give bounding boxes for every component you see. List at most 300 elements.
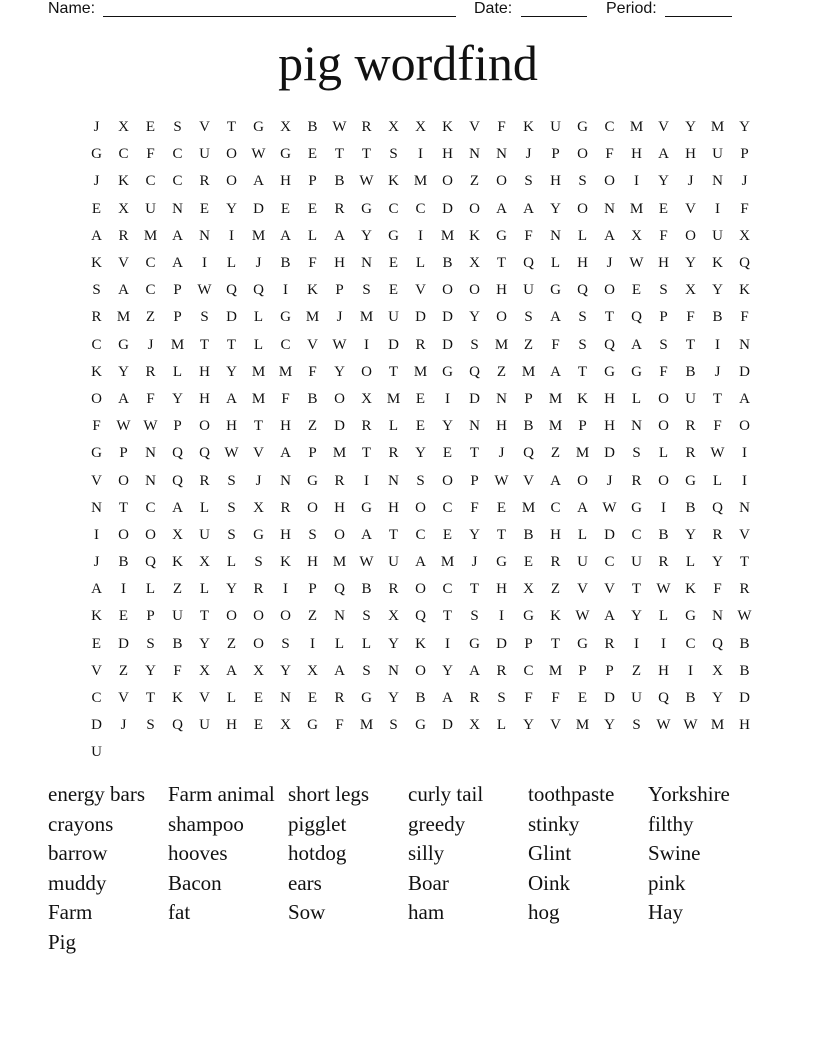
grid-letter: D: [253, 200, 264, 217]
grid-letter: E: [496, 499, 507, 516]
grid-letter: M: [548, 390, 563, 407]
grid-letter: G: [361, 690, 372, 707]
grid-letter: H: [442, 146, 453, 163]
grid-letter: T: [118, 499, 129, 516]
grid-letter: L: [658, 445, 669, 462]
period-label: Period:: [606, 0, 657, 17]
grid-letter: X: [469, 717, 480, 734]
grid-letter: W: [116, 418, 131, 435]
grid-letter: L: [712, 472, 723, 489]
grid-letter: R: [388, 581, 399, 598]
word-bank-item: barrow: [48, 841, 108, 866]
grid-letter: I: [229, 227, 234, 244]
grid-letter: R: [739, 581, 750, 598]
grid-letter: X: [199, 554, 210, 571]
grid-letter: U: [199, 146, 210, 163]
grid-letter: S: [578, 309, 587, 326]
word-bank-item: Sow: [288, 900, 326, 925]
grid-letter: B: [685, 363, 696, 380]
grid-letter: L: [145, 581, 156, 598]
grid-letter: N: [145, 445, 156, 462]
grid-letter: E: [307, 200, 318, 217]
grid-letter: R: [280, 499, 291, 516]
word-bank-item: hooves: [168, 841, 228, 866]
grid-letter: D: [442, 200, 453, 217]
grid-letter: H: [199, 363, 210, 380]
grid-letter: B: [685, 499, 696, 516]
grid-letter: W: [737, 608, 752, 625]
grid-letter: O: [469, 200, 480, 217]
grid-letter: S: [362, 608, 371, 625]
grid-letter: S: [632, 445, 641, 462]
grid-letter: Q: [145, 554, 156, 571]
word-bank-item: Farm animal: [168, 782, 275, 806]
grid-letter: R: [361, 418, 372, 435]
grid-letter: F: [659, 363, 668, 380]
grid-letter: P: [308, 445, 317, 462]
grid-letter: Z: [118, 662, 129, 679]
grid-letter: D: [226, 309, 237, 326]
grid-letter: J: [93, 173, 100, 190]
grid-letter: J: [687, 173, 694, 190]
grid-letter: J: [714, 363, 721, 380]
grid-letter: O: [118, 472, 129, 489]
grid-letter: M: [629, 200, 644, 217]
grid-letter: G: [631, 499, 642, 516]
grid-letter: S: [227, 526, 236, 543]
grid-letter: X: [172, 526, 183, 543]
grid-letter: Q: [334, 581, 345, 598]
grid-letter: T: [334, 146, 345, 163]
grid-letter: X: [712, 662, 723, 679]
grid-letter: P: [308, 581, 317, 598]
grid-letter: O: [226, 173, 237, 190]
grid-letter: L: [361, 635, 372, 652]
grid-letter: H: [334, 499, 345, 516]
grid-letter: H: [658, 255, 669, 272]
grid-letter: L: [307, 227, 318, 244]
grid-letter: I: [364, 336, 369, 353]
grid-letter: F: [308, 255, 317, 272]
grid-letter: M: [575, 717, 590, 734]
grid-letter: E: [388, 255, 399, 272]
grid-letter: F: [92, 418, 101, 435]
grid-letter: F: [551, 690, 560, 707]
grid-letter: C: [91, 336, 102, 353]
grid-letter: U: [631, 554, 642, 571]
grid-letter: H: [226, 717, 237, 734]
grid-letter: U: [91, 744, 102, 761]
grid-letter: O: [604, 282, 615, 299]
grid-letter: S: [659, 282, 668, 299]
grid-letter: D: [604, 690, 615, 707]
grid-letter: S: [389, 717, 398, 734]
grid-letter: N: [496, 146, 507, 163]
grid-letter: K: [685, 581, 696, 598]
grid-letter: N: [712, 608, 723, 625]
grid-letter: H: [496, 282, 507, 299]
grid-letter: H: [496, 418, 507, 435]
grid-letter: Q: [712, 499, 723, 516]
grid-letter: O: [253, 608, 264, 625]
grid-letter: O: [442, 472, 453, 489]
word-bank-item: Farm: [48, 900, 93, 925]
grid-letter: J: [147, 336, 154, 353]
grid-letter: X: [631, 227, 642, 244]
grid-letter: Z: [550, 581, 561, 598]
grid-letter: I: [418, 227, 423, 244]
grid-letter: N: [739, 499, 750, 516]
grid-letter: A: [280, 445, 291, 462]
grid-letter: E: [91, 200, 102, 217]
grid-letter: S: [227, 472, 236, 489]
grid-letter: F: [146, 390, 155, 407]
grid-letter: A: [226, 662, 237, 679]
grid-letter: D: [442, 717, 453, 734]
grid-letter: D: [91, 717, 102, 734]
page-title: pig wordfind: [278, 35, 538, 91]
grid-letter: R: [253, 581, 264, 598]
grid-letter: L: [415, 255, 426, 272]
grid-letter: T: [145, 690, 156, 707]
grid-letter: E: [253, 690, 264, 707]
grid-letter: O: [658, 418, 669, 435]
grid-letter: P: [173, 282, 182, 299]
word-bank-item: silly: [408, 841, 445, 866]
grid-letter: I: [715, 200, 720, 217]
grid-letter: J: [255, 472, 262, 489]
grid-letter: X: [388, 608, 399, 625]
grid-letter: Y: [388, 635, 399, 652]
grid-letter: K: [523, 119, 534, 136]
grid-letter: O: [415, 581, 426, 598]
grid-letter: O: [334, 526, 345, 543]
grid-letter: Q: [226, 282, 237, 299]
grid-letter: F: [659, 227, 668, 244]
grid-letter: M: [413, 173, 428, 190]
grid-letter: C: [685, 635, 696, 652]
grid-letter: F: [605, 146, 614, 163]
grid-letter: N: [280, 472, 291, 489]
grid-letter: C: [388, 200, 399, 217]
grid-letter: N: [604, 200, 615, 217]
grid-letter: P: [173, 309, 182, 326]
grid-letter: Y: [199, 635, 210, 652]
grid-letter: E: [442, 526, 453, 543]
grid-letter: V: [604, 581, 615, 598]
grid-letter: R: [415, 336, 426, 353]
grid-letter: O: [226, 146, 237, 163]
grid-letter: F: [524, 227, 533, 244]
grid-letter: S: [470, 608, 479, 625]
grid-letter: Q: [658, 690, 669, 707]
word-bank-item: crayons: [48, 811, 114, 836]
grid-letter: X: [280, 119, 291, 136]
grid-letter: G: [361, 499, 372, 516]
grid-letter: Y: [712, 554, 723, 571]
grid-letter: C: [550, 499, 561, 516]
grid-letter: D: [469, 390, 480, 407]
grid-letter: R: [631, 472, 642, 489]
grid-letter: T: [685, 336, 696, 353]
grid-letter: D: [739, 363, 750, 380]
grid-letter: Z: [469, 173, 480, 190]
grid-letter: U: [523, 282, 534, 299]
grid-letter: Y: [145, 662, 156, 679]
grid-letter: R: [334, 690, 345, 707]
grid-letter: V: [91, 472, 102, 489]
grid-letter: X: [253, 662, 264, 679]
grid-letter: P: [740, 146, 749, 163]
grid-letter: K: [415, 635, 426, 652]
grid-letter: P: [335, 282, 344, 299]
grid-letter: Q: [469, 363, 480, 380]
grid-letter: J: [606, 255, 613, 272]
grid-letter: F: [713, 418, 722, 435]
grid-letter: K: [172, 690, 183, 707]
grid-letter: H: [550, 526, 561, 543]
grid-letter: U: [172, 608, 183, 625]
grid-letter: K: [172, 554, 183, 571]
grid-letter: Y: [658, 173, 669, 190]
grid-letter: C: [442, 581, 453, 598]
grid-letter: R: [658, 554, 669, 571]
grid-letter: L: [334, 635, 345, 652]
grid-letter: K: [739, 282, 750, 299]
grid-letter: O: [415, 662, 426, 679]
grid-letter: F: [308, 363, 317, 380]
grid-letter: M: [629, 119, 644, 136]
grid-letter: N: [388, 472, 399, 489]
grid-letter: P: [659, 309, 668, 326]
grid-letter: U: [712, 227, 723, 244]
grid-letter: G: [469, 635, 480, 652]
grid-letter: B: [118, 554, 129, 571]
grid-letter: N: [334, 608, 345, 625]
grid-letter: Y: [712, 282, 723, 299]
grid-letter: S: [524, 173, 533, 190]
grid-letter: A: [226, 390, 237, 407]
grid-letter: Y: [469, 526, 480, 543]
grid-letter: L: [226, 554, 237, 571]
grid-letter: Y: [226, 363, 237, 380]
grid-letter: A: [658, 146, 669, 163]
grid-letter: R: [604, 635, 615, 652]
grid-letter: O: [415, 499, 426, 516]
grid-letter: Y: [442, 662, 453, 679]
grid-letter: X: [280, 717, 291, 734]
grid-letter: X: [469, 255, 480, 272]
grid-letter: O: [91, 390, 102, 407]
word-bank-item: energy bars: [48, 782, 145, 806]
grid-letter: X: [388, 119, 399, 136]
grid-letter: I: [742, 472, 747, 489]
grid-letter: W: [656, 581, 671, 598]
grid-letter: S: [524, 309, 533, 326]
grid-letter: Y: [712, 690, 723, 707]
grid-letter: A: [118, 390, 129, 407]
grid-letter: Y: [685, 119, 696, 136]
grid-letter: R: [361, 119, 372, 136]
grid-letter: G: [442, 363, 453, 380]
grid-letter: V: [523, 472, 534, 489]
grid-letter: H: [280, 526, 291, 543]
grid-letter: K: [280, 554, 291, 571]
grid-letter: Q: [739, 255, 750, 272]
grid-letter: X: [118, 200, 129, 217]
grid-letter: U: [685, 390, 696, 407]
grid-letter: F: [740, 200, 749, 217]
word-bank-item: muddy: [48, 870, 107, 895]
grid-letter: K: [388, 173, 399, 190]
grid-letter: H: [604, 418, 615, 435]
grid-letter: R: [118, 227, 129, 244]
grid-letter: E: [91, 635, 102, 652]
grid-letter: L: [577, 526, 588, 543]
grid-letter: T: [550, 635, 561, 652]
word-bank-item: hog: [528, 900, 560, 925]
grid-letter: R: [334, 472, 345, 489]
grid-letter: C: [145, 173, 156, 190]
grid-letter: M: [359, 717, 374, 734]
grid-letter: A: [172, 227, 183, 244]
grid-letter: I: [121, 581, 126, 598]
grid-letter: G: [361, 200, 372, 217]
grid-letter: P: [578, 418, 587, 435]
grid-letter: U: [631, 690, 642, 707]
grid-letter: X: [199, 662, 210, 679]
grid-letter: R: [550, 554, 561, 571]
grid-letter: P: [578, 662, 587, 679]
grid-letter: L: [253, 309, 264, 326]
grid-letter: O: [496, 309, 507, 326]
grid-letter: K: [577, 390, 588, 407]
grid-letter: C: [415, 526, 426, 543]
grid-letter: O: [658, 472, 669, 489]
grid-letter: E: [307, 690, 318, 707]
grid-letter: N: [280, 690, 291, 707]
grid-letter: C: [91, 690, 102, 707]
grid-letter: A: [604, 227, 615, 244]
grid-letter: V: [199, 690, 210, 707]
grid-letter: L: [685, 554, 696, 571]
grid-letter: D: [415, 309, 426, 326]
grid-letter: L: [658, 608, 669, 625]
grid-letter: W: [224, 445, 239, 462]
grid-letter: T: [199, 608, 210, 625]
grid-letter: J: [606, 472, 613, 489]
grid-letter: D: [604, 526, 615, 543]
grid-letter: M: [548, 418, 563, 435]
grid-letter: K: [307, 282, 318, 299]
grid-letter: U: [199, 717, 210, 734]
grid-letter: F: [497, 119, 506, 136]
grid-letter: J: [525, 146, 532, 163]
grid-letter: S: [416, 472, 425, 489]
grid-letter: I: [445, 635, 450, 652]
grid-letter: P: [551, 146, 560, 163]
grid-letter: J: [255, 255, 262, 272]
grid-letter: U: [577, 554, 588, 571]
grid-letter: I: [634, 173, 639, 190]
grid-letter: L: [577, 227, 588, 244]
grid-letter: Y: [415, 445, 426, 462]
grid-letter: B: [712, 309, 723, 326]
grid-letter: S: [146, 635, 155, 652]
grid-letter: T: [226, 119, 237, 136]
grid-letter: H: [550, 173, 561, 190]
grid-letter: R: [685, 445, 696, 462]
grid-letter: W: [575, 608, 590, 625]
grid-letter: I: [310, 635, 315, 652]
grid-letter: S: [362, 662, 371, 679]
grid-letter: V: [91, 662, 102, 679]
grid-letter: V: [253, 445, 264, 462]
grid-letter: C: [631, 526, 642, 543]
grid-letter: L: [388, 418, 399, 435]
grid-letter: O: [145, 526, 156, 543]
grid-letter: F: [740, 309, 749, 326]
grid-letter: L: [199, 581, 210, 598]
grid-letter: X: [118, 119, 129, 136]
grid-letter: J: [336, 309, 343, 326]
grid-letter: F: [713, 581, 722, 598]
grid-letter: G: [118, 336, 129, 353]
grid-letter: M: [413, 363, 428, 380]
grid-letter: I: [283, 581, 288, 598]
grid-letter: B: [172, 635, 183, 652]
grid-letter: T: [496, 526, 507, 543]
grid-letter: E: [415, 390, 426, 407]
grid-letter: V: [118, 255, 129, 272]
grid-letter: M: [494, 336, 509, 353]
grid-letter: V: [415, 282, 426, 299]
word-bank-item: Pig: [48, 929, 77, 954]
grid-letter: Y: [226, 200, 237, 217]
word-bank-item: ears: [288, 870, 322, 895]
word-bank-item: Swine: [648, 841, 701, 866]
name-label: Name:: [48, 0, 96, 17]
grid-letter: C: [442, 499, 453, 516]
grid-letter: T: [442, 608, 453, 625]
grid-letter: P: [119, 445, 128, 462]
grid-letter: H: [658, 662, 669, 679]
grid-letter: D: [118, 635, 129, 652]
grid-letter: F: [335, 717, 344, 734]
word-bank-item: Hay: [648, 900, 683, 925]
grid-letter: A: [172, 499, 183, 516]
grid-letter: M: [251, 227, 266, 244]
grid-letter: B: [415, 690, 426, 707]
grid-letter: A: [604, 608, 615, 625]
grid-letter: G: [577, 119, 588, 136]
grid-letter: Q: [577, 282, 588, 299]
grid-letter: W: [359, 173, 374, 190]
grid-letter: G: [496, 554, 507, 571]
grid-letter: S: [281, 635, 290, 652]
word-bank-item: shampoo: [168, 811, 244, 836]
grid-letter: C: [172, 146, 183, 163]
grid-letter: U: [388, 309, 399, 326]
grid-letter: M: [710, 119, 725, 136]
grid-letter: O: [685, 227, 696, 244]
grid-letter: T: [361, 146, 372, 163]
grid-letter: O: [226, 608, 237, 625]
grid-letter: V: [685, 200, 696, 217]
grid-letter: N: [469, 146, 480, 163]
grid-letter: G: [685, 608, 696, 625]
grid-letter: S: [389, 146, 398, 163]
